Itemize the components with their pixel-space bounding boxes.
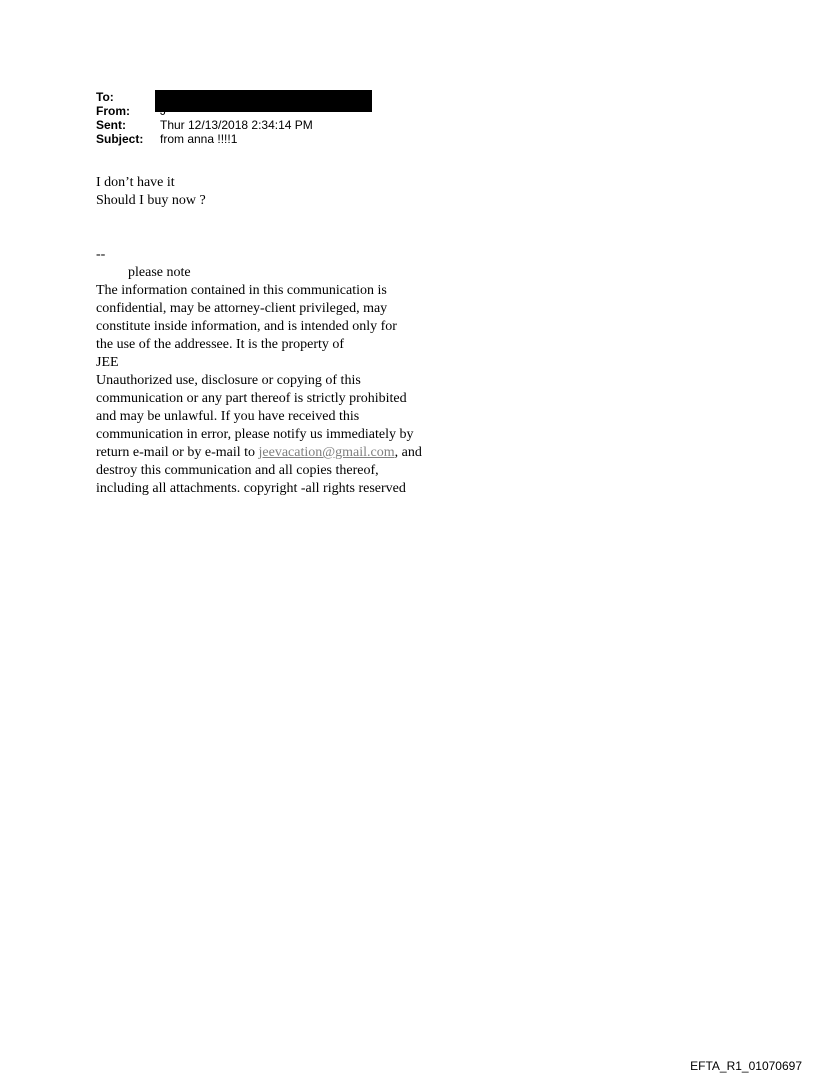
body-line-1: I don’t have it: [96, 175, 175, 190]
blank-line: [96, 228, 516, 246]
to-label: To:: [96, 90, 114, 104]
disclaimer-line: communication in error, please notify us immediately by: [96, 427, 414, 442]
disclaimer-line: constitute inside information, and is intended only for: [96, 319, 397, 334]
redaction-block: [155, 90, 372, 112]
document-id: EFTA_R1_01070697: [690, 1059, 802, 1073]
subject-label: Subject:: [96, 132, 144, 146]
sent-row: [96, 118, 313, 132]
sent-label: Sent:: [96, 118, 126, 132]
subject-value: from anna !!!!1: [160, 132, 238, 146]
disclaimer-line: The information contained in this communication is: [96, 283, 387, 298]
disclaimer-line: destroy this communication and all copies thereof,: [96, 463, 379, 478]
note-heading: please note: [128, 265, 191, 280]
signature-separator: --: [96, 247, 106, 262]
disclaimer-line: including all attachments. copyright -all rights reserved: [96, 481, 406, 496]
email-link[interactable]: jeevacation@gmail.com: [258, 445, 395, 460]
disclaimer-line: communication or any part thereof is strictly prohibited: [96, 391, 407, 406]
body-line-2: Should I buy now ?: [96, 193, 206, 208]
disclaimer-line: the use of the addressee. It is the property of: [96, 337, 345, 352]
return-prefix: return e-mail or by e-mail to: [96, 445, 259, 460]
disclaimer-line: confidential, may be attorney-client privileged, may: [96, 301, 388, 316]
disclaimer-return-line: [96, 444, 516, 462]
sent-value: Thur 12/13/2018 2:34:14 PM: [160, 118, 313, 132]
disclaimer-line: Unauthorized use, disclosure or copying of this: [96, 373, 361, 388]
blank-line: [96, 210, 516, 228]
disclaimer-line: JEE: [96, 355, 119, 370]
disclaimer-line: and may be unlawful. If you have received this: [96, 409, 360, 424]
from-label: From:: [96, 104, 130, 118]
email-body: [96, 174, 516, 498]
return-suffix: , and: [394, 445, 422, 460]
subject-row: [96, 132, 313, 146]
